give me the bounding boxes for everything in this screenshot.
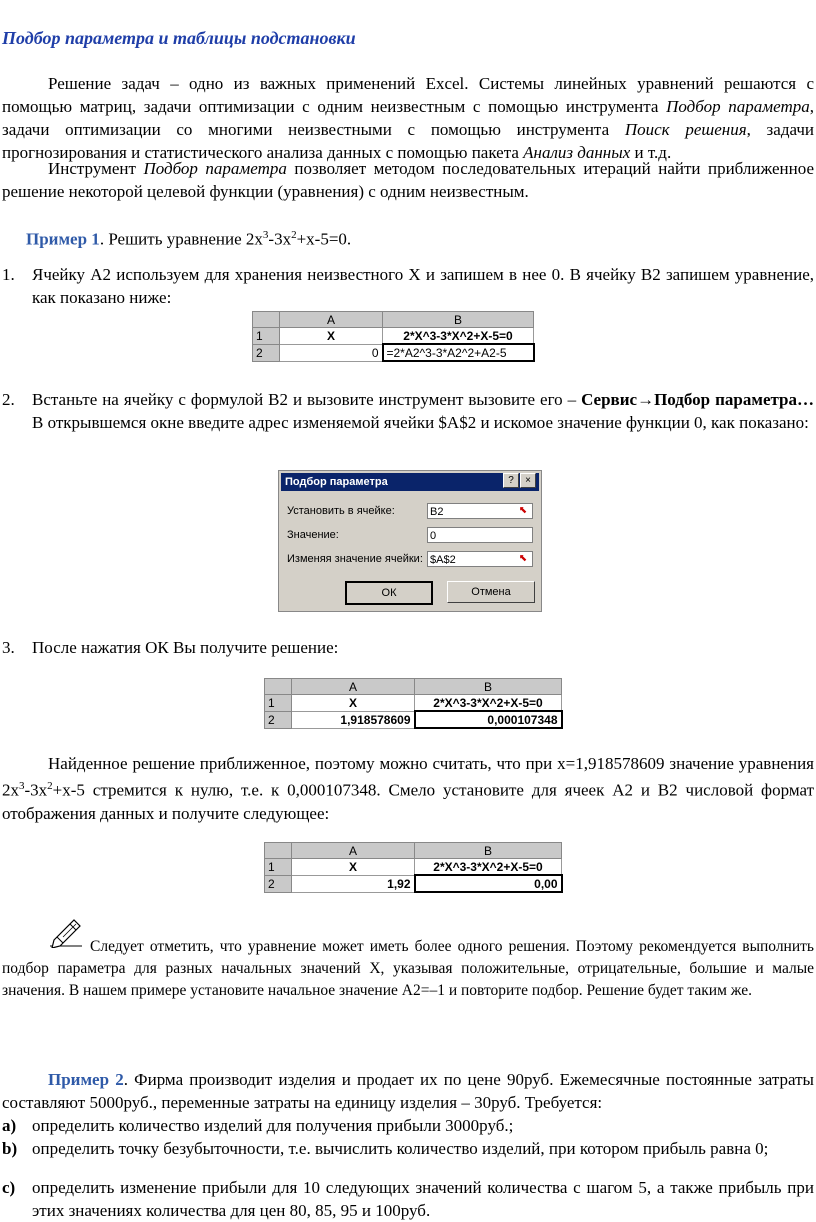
step-text-part: Встаньте на ячейку с формулой В2 и вызовите инструмент вызовите его – bbox=[32, 390, 582, 409]
example2-label: Пример 2 bbox=[48, 1070, 124, 1089]
column-header[interactable]: B bbox=[383, 312, 534, 328]
example1-text: +x-5=0. bbox=[296, 229, 352, 249]
example1-heading bbox=[26, 224, 806, 251]
dialog-title: Подбор параметра bbox=[285, 476, 388, 488]
cell-b2[interactable]: 0,000107348 bbox=[415, 711, 562, 728]
spreadsheet-table-1 bbox=[252, 311, 535, 362]
superscript: 2 bbox=[47, 780, 53, 792]
task-text: определить количество изделий для получения прибыли 3000руб.; bbox=[32, 1116, 514, 1135]
row-header[interactable]: 1 bbox=[265, 859, 292, 876]
column-header[interactable]: A bbox=[292, 679, 415, 695]
cell-b2[interactable]: 0,00 bbox=[415, 875, 562, 892]
row-header[interactable]: 2 bbox=[253, 344, 280, 361]
tool-text: позволяет методом последовательных итераций найти приближенное решение некоторой целевой функции (уравнения) с одним неизвестным. bbox=[2, 159, 814, 201]
ok-button[interactable]: ОК bbox=[345, 581, 433, 605]
arrow-icon: → bbox=[637, 390, 655, 409]
intro-italic-solver: Поиск решения bbox=[624, 120, 747, 139]
tool-italic: Подбор параметра bbox=[143, 159, 287, 178]
step-number: 3. bbox=[2, 638, 15, 657]
column-header[interactable]: B bbox=[415, 679, 562, 695]
cell-b2[interactable]: =2*A2^3-3*A2^2+A2-5 bbox=[383, 344, 534, 361]
task-c bbox=[2, 1176, 814, 1222]
cell-a1[interactable]: X bbox=[280, 328, 383, 345]
intro-italic-analysis: Анализ данных bbox=[523, 143, 631, 162]
spreadsheet-table-3 bbox=[264, 842, 563, 893]
cell-a2[interactable]: 1,918578609 bbox=[292, 711, 415, 728]
range-select-icon[interactable]: ⬉ bbox=[518, 553, 528, 564]
step-number: 1. bbox=[2, 265, 15, 284]
spreadsheet-table-2 bbox=[264, 678, 563, 729]
row-header[interactable]: 2 bbox=[265, 711, 292, 728]
task-mark: c) bbox=[2, 1178, 16, 1197]
range-select-icon[interactable]: ⬉ bbox=[518, 505, 528, 516]
example2-paragraph bbox=[2, 1068, 814, 1114]
intro-text: Решение задач – одно из важных применений Excel. Системы линейных уравнений решаются с помощью матриц, задачи оптимизации с одним неизвестным с помощью инструмента bbox=[2, 74, 814, 116]
intro-text: , задачи оптимизации со многими неизвестными с помощью инструмента bbox=[2, 97, 814, 139]
task-a bbox=[2, 1114, 814, 1137]
column-header[interactable]: B bbox=[415, 843, 562, 859]
help-icon[interactable]: ? bbox=[503, 473, 519, 488]
step-1 bbox=[2, 263, 814, 309]
menu-goal-seek: Подбор параметра… bbox=[654, 390, 814, 409]
row-header[interactable]: 1 bbox=[265, 695, 292, 712]
set-cell-label: Установить в ячейке: bbox=[287, 505, 395, 517]
row-header[interactable]: 1 bbox=[253, 328, 280, 345]
task-text: определить точку безубыточности, т.е. вычислить количество изделий, при котором прибыль равна 0; bbox=[32, 1139, 769, 1158]
cell-b1[interactable]: 2*X^3-3*X^2+X-5=0 bbox=[383, 328, 534, 345]
task-b bbox=[2, 1137, 814, 1160]
step-text bbox=[32, 388, 814, 434]
superscript: 3 bbox=[262, 229, 269, 241]
row-header[interactable]: 2 bbox=[265, 875, 292, 892]
column-header[interactable]: A bbox=[280, 312, 383, 328]
menu-service: Сервис bbox=[581, 390, 638, 409]
value-label: Значение: bbox=[287, 529, 339, 541]
example1-label: Пример 1 bbox=[26, 229, 100, 249]
cell-a2[interactable]: 1,92 bbox=[292, 875, 415, 892]
step-2 bbox=[2, 388, 814, 434]
cell-b1[interactable]: 2*X^3-3*X^2+X-5=0 bbox=[415, 859, 562, 876]
close-icon[interactable]: × bbox=[520, 473, 536, 488]
intro-text: и т.д. bbox=[630, 143, 672, 162]
example1-text: . Решить уравнение 2x bbox=[99, 229, 263, 249]
step-text: После нажатия ОК Вы получите решение: bbox=[32, 638, 339, 657]
cell-b1[interactable]: 2*X^3-3*X^2+X-5=0 bbox=[415, 695, 562, 712]
found-text: Найденное решение приближенное, поэтому можно считать, что при x=1,918578609 значение уравнения 2x bbox=[2, 754, 814, 800]
superscript: 3 bbox=[19, 780, 25, 792]
intro-italic-goal-seek: Подбор параметра bbox=[666, 97, 810, 116]
example2-text: . Фирма производит изделия и продает их по цене 90руб. Ежемесячные постоянные затраты составляют 5000руб., переменные затраты на единицу изделия – 30руб. Требуется: bbox=[2, 1070, 814, 1112]
changing-cell-label: Изменяя значение ячейки: bbox=[287, 553, 423, 565]
cell-a2[interactable]: 0 bbox=[280, 344, 383, 361]
superscript: 2 bbox=[291, 229, 297, 241]
found-solution-paragraph bbox=[2, 752, 814, 825]
tool-text: Инструмент bbox=[48, 159, 144, 178]
found-text: -3x bbox=[24, 780, 48, 800]
changing-cell-field[interactable] bbox=[427, 551, 533, 567]
intro-text: , задачи прогнозирования и статистического анализа данных с помощью пакета bbox=[2, 120, 814, 162]
step-3 bbox=[2, 636, 814, 659]
task-mark: a) bbox=[2, 1116, 17, 1135]
value-field[interactable] bbox=[427, 527, 533, 543]
cell-a1[interactable]: X bbox=[292, 859, 415, 876]
cell-a1[interactable]: X bbox=[292, 695, 415, 712]
step-text: Ячейку А2 используем для хранения неизвестного Х и запишем в нее 0. В ячейку В2 запишем уравнение, как показано ниже: bbox=[32, 265, 814, 307]
dialog-title-bar bbox=[281, 473, 539, 491]
intro-paragraph bbox=[2, 72, 814, 164]
set-cell-field[interactable] bbox=[427, 503, 533, 519]
changing-cell-value: $A$2 bbox=[430, 554, 456, 566]
set-cell-value: B2 bbox=[430, 506, 444, 518]
found-text: +x-5 стремится к нулю, т.е. к 0,000107348. Смело установите для ячеек А2 и В2 числовой формат отображения данных и получите следующее: bbox=[2, 780, 814, 823]
value-value: 0 bbox=[430, 530, 437, 542]
goal-seek-dialog bbox=[278, 470, 542, 612]
page-title: Подбор параметра и таблицы подстановки bbox=[2, 28, 356, 48]
note-text: Следует отметить, что уравнение может иметь более одного решения. Поэтому рекомендуется выполнить подбор параметра для разных начальных значений Х, указывая положительные, отрицательные, большие и малые значения. В нашем примере установите начальное значение А2=–1 и повторите подбор. Решение будет таким же. bbox=[2, 938, 814, 999]
cancel-button[interactable]: Отмена bbox=[447, 581, 535, 603]
step-number: 2. bbox=[2, 390, 15, 409]
step-text-part: В открывшемся окне введите адрес изменяемой ячейки $A$2 и искомое значение функции 0, как показано: bbox=[32, 413, 809, 432]
example1-text: -3x bbox=[268, 229, 292, 249]
tool-paragraph bbox=[2, 157, 814, 203]
column-header[interactable]: A bbox=[292, 843, 415, 859]
task-text: определить изменение прибыли для 10 следующих значений количества с шагом 5, а также прибыль при этих значениях количества для цен 80, 85, 95 и 100руб. bbox=[32, 1178, 814, 1220]
task-mark: b) bbox=[2, 1139, 18, 1158]
note-paragraph bbox=[2, 936, 814, 1002]
